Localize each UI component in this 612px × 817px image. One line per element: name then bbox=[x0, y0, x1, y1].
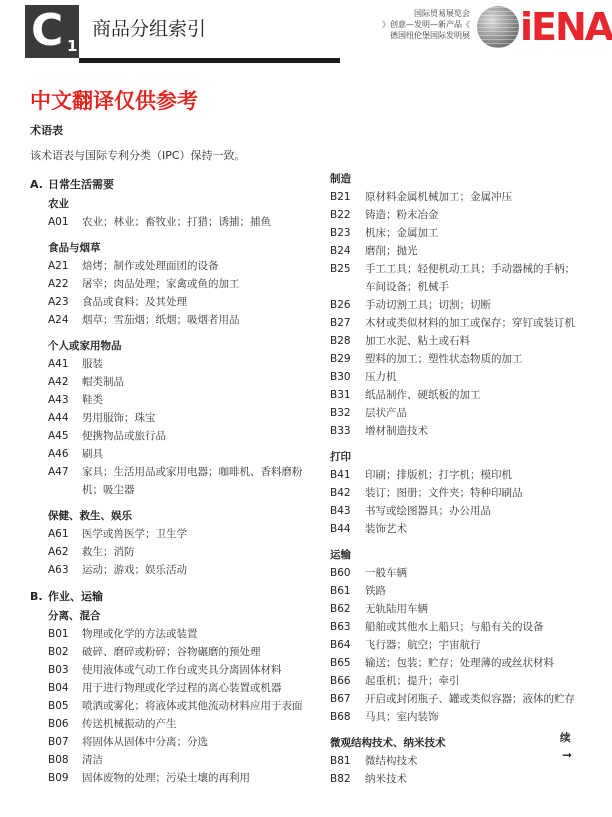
class-row bbox=[330, 332, 580, 350]
class-row bbox=[30, 625, 320, 643]
globe-lines-icon bbox=[477, 6, 519, 48]
class-row bbox=[330, 672, 580, 690]
class-description: 飞行器；航空；宇宙航行 bbox=[365, 639, 481, 651]
class-code: B63 bbox=[330, 621, 351, 633]
class-code: B67 bbox=[330, 693, 351, 705]
class-description: 男用服饰；珠宝 bbox=[82, 412, 156, 424]
class-code: B43 bbox=[330, 505, 351, 517]
class-row bbox=[330, 582, 580, 600]
class-row bbox=[30, 463, 320, 499]
class-row bbox=[30, 543, 320, 561]
section-name: 日常生活需要 bbox=[48, 178, 114, 191]
class-code: B29 bbox=[330, 353, 351, 365]
class-description: 清洁 bbox=[82, 754, 103, 766]
class-code: B64 bbox=[330, 639, 351, 651]
class-description: 固体废物的处理；污染土壤的再利用 bbox=[82, 772, 250, 784]
class-code: A41 bbox=[48, 358, 69, 370]
class-code: B03 bbox=[48, 664, 69, 676]
group-title: 微观结构技术、纳米技术 bbox=[330, 737, 446, 749]
class-description: 层状产品 bbox=[365, 407, 407, 419]
class-description: 物理或化学的方法或装置 bbox=[82, 628, 198, 640]
class-code: B28 bbox=[330, 335, 351, 347]
class-description: 印刷；排版机；打字机；模印机 bbox=[365, 469, 512, 481]
class-row bbox=[30, 311, 320, 329]
class-row bbox=[330, 600, 580, 618]
class-description: 木材或类似材料的加工或保存；穿钉或装订机 bbox=[365, 317, 575, 329]
class-description: 起重机；提升；牵引 bbox=[365, 675, 460, 687]
class-row bbox=[330, 350, 580, 368]
class-code: B09 bbox=[48, 772, 69, 784]
class-row bbox=[330, 770, 580, 788]
class-description: 纳米技术 bbox=[365, 773, 407, 785]
page-header bbox=[0, 0, 612, 70]
class-description: 传送机械振动的产生 bbox=[82, 718, 177, 730]
class-description: 用于进行物理或化学过程的离心装置或机器 bbox=[82, 682, 282, 694]
class-code: B60 bbox=[330, 567, 351, 579]
continued-label: 续 bbox=[560, 732, 571, 744]
class-code: B27 bbox=[330, 317, 351, 329]
class-row bbox=[330, 636, 580, 654]
glossary-label: 术语表 bbox=[30, 124, 63, 137]
class-code: B21 bbox=[330, 191, 351, 203]
class-description: 鞋类 bbox=[82, 394, 103, 406]
class-description: 将固体从固体中分离；分选 bbox=[82, 736, 208, 748]
class-row bbox=[330, 618, 580, 636]
class-code: B65 bbox=[330, 657, 351, 669]
class-description: 手动切割工具；切割；切断 bbox=[365, 299, 491, 311]
class-row bbox=[30, 697, 320, 715]
expo-text: 国际贸易展览会 》创意—发明—新产品《 德国纽伦堡国际发明展 bbox=[382, 9, 470, 40]
class-code: A42 bbox=[48, 376, 69, 388]
class-row bbox=[30, 769, 320, 787]
class-row bbox=[330, 466, 580, 484]
class-row bbox=[30, 643, 320, 661]
class-row bbox=[30, 679, 320, 697]
section-title bbox=[30, 587, 320, 607]
class-row bbox=[330, 386, 580, 404]
badge-subscript: 1 bbox=[67, 37, 78, 55]
class-row bbox=[30, 355, 320, 373]
group-gap bbox=[30, 499, 320, 507]
section-letter: A. bbox=[30, 178, 43, 191]
class-row bbox=[30, 751, 320, 769]
group-title: 运输 bbox=[330, 549, 351, 561]
class-row bbox=[30, 409, 320, 427]
class-code: B44 bbox=[330, 523, 351, 535]
class-code: B06 bbox=[48, 718, 69, 730]
class-row bbox=[330, 752, 580, 770]
class-description: 一般车辆 bbox=[365, 567, 407, 579]
class-code: A62 bbox=[48, 546, 69, 558]
class-code: A47 bbox=[48, 466, 69, 478]
class-description: 便携物品或旅行品 bbox=[82, 430, 166, 442]
class-code: B62 bbox=[330, 603, 351, 615]
class-code: B41 bbox=[330, 469, 351, 481]
group-title: 农业 bbox=[48, 198, 69, 210]
class-row bbox=[330, 654, 580, 672]
index-title: 商品分组索引 bbox=[92, 18, 207, 40]
class-row bbox=[330, 520, 580, 538]
class-description: 刷具 bbox=[82, 448, 103, 460]
section-title bbox=[30, 175, 320, 195]
class-code: A46 bbox=[48, 448, 69, 460]
class-row bbox=[330, 502, 580, 520]
class-code: A01 bbox=[48, 216, 69, 228]
group-gap bbox=[30, 231, 320, 239]
group-gap bbox=[30, 329, 320, 337]
group-title: 制造 bbox=[330, 173, 351, 185]
class-row bbox=[330, 564, 580, 582]
class-code: B31 bbox=[330, 389, 351, 401]
class-row bbox=[30, 561, 320, 579]
class-description: 运动；游戏；娱乐活动 bbox=[82, 564, 187, 576]
badge-letter: C bbox=[31, 5, 64, 56]
class-row bbox=[30, 427, 320, 445]
class-code: B82 bbox=[330, 773, 351, 785]
class-code: B07 bbox=[48, 736, 69, 748]
class-description: 帽类制品 bbox=[82, 376, 124, 388]
section-letter: B. bbox=[30, 590, 43, 603]
class-code: A45 bbox=[48, 430, 69, 442]
class-description: 无轨陆用车辆 bbox=[365, 603, 428, 615]
class-row bbox=[330, 260, 580, 296]
class-description: 书写或绘图器具；办公用品 bbox=[365, 505, 491, 517]
class-code: B30 bbox=[330, 371, 351, 383]
class-code: B05 bbox=[48, 700, 69, 712]
translation-notice: 中文翻译仅供参考 bbox=[30, 89, 198, 113]
class-description: 增材制造技术 bbox=[365, 425, 428, 437]
class-row bbox=[330, 422, 580, 440]
class-description: 装订；图册；文件夹；特种印刷品 bbox=[365, 487, 523, 499]
class-row bbox=[30, 661, 320, 679]
class-description: 船舶或其他水上船只；与船有关的设备 bbox=[365, 621, 544, 633]
class-row bbox=[30, 715, 320, 733]
class-code: B68 bbox=[330, 711, 351, 723]
class-row bbox=[330, 314, 580, 332]
class-code: B08 bbox=[48, 754, 69, 766]
class-code: B81 bbox=[330, 755, 351, 767]
class-description: 开启或封闭瓶子、罐或类似容器；液体的贮存 bbox=[365, 693, 575, 705]
class-code: A44 bbox=[48, 412, 69, 424]
class-code: B25 bbox=[330, 263, 351, 275]
class-description: 磨削；抛光 bbox=[365, 245, 418, 257]
class-code: B33 bbox=[330, 425, 351, 437]
class-row bbox=[330, 206, 580, 224]
iena-logo: iENA bbox=[520, 5, 612, 49]
group-title: 分离、混合 bbox=[48, 610, 101, 622]
class-row bbox=[30, 275, 320, 293]
group-title: 食品与烟草 bbox=[48, 242, 101, 254]
class-description: 纸品制作、硬纸板的加工 bbox=[365, 389, 481, 401]
class-description: 输送；包装；贮存；处理薄的或丝状材料 bbox=[365, 657, 554, 669]
class-row bbox=[330, 188, 580, 206]
header-rule bbox=[79, 58, 340, 63]
class-description: 屠宰；肉品处理；家禽或鱼的加工 bbox=[82, 278, 240, 290]
class-code: B22 bbox=[330, 209, 351, 221]
class-code: B04 bbox=[48, 682, 69, 694]
group-gap bbox=[330, 440, 580, 448]
left-column bbox=[30, 175, 320, 787]
group-title: 个人或家用物品 bbox=[48, 340, 122, 352]
group-gap bbox=[330, 726, 580, 734]
class-description: 马具；室内装饰 bbox=[365, 711, 439, 723]
class-row bbox=[330, 484, 580, 502]
class-row bbox=[30, 293, 320, 311]
continued-arrow-icon: ➞ bbox=[562, 748, 573, 762]
class-description: 微结构技术 bbox=[365, 755, 418, 767]
class-code: B24 bbox=[330, 245, 351, 257]
class-row bbox=[30, 445, 320, 463]
class-description: 铁路 bbox=[365, 585, 386, 597]
section-badge bbox=[25, 5, 79, 58]
class-code: A23 bbox=[48, 296, 69, 308]
class-row bbox=[30, 525, 320, 543]
class-code: A24 bbox=[48, 314, 69, 326]
class-description: 使用液体或气动工作台或夹具分离固体材料 bbox=[82, 664, 282, 676]
class-description: 食品或食料；及其处理 bbox=[82, 296, 187, 308]
class-row bbox=[30, 257, 320, 275]
group-gap bbox=[330, 538, 580, 546]
group-title: 保健、救生、娱乐 bbox=[48, 510, 132, 522]
class-description: 装饰艺术 bbox=[365, 523, 407, 535]
class-description: 医学或兽医学；卫生学 bbox=[82, 528, 187, 540]
class-description: 塑料的加工；塑性状态物质的加工 bbox=[365, 353, 523, 365]
class-code: B02 bbox=[48, 646, 69, 658]
class-code: B32 bbox=[330, 407, 351, 419]
class-row bbox=[330, 708, 580, 726]
class-description: 烟草；雪茄烟；纸烟；吸烟者用品 bbox=[82, 314, 240, 326]
class-row bbox=[330, 404, 580, 422]
class-description: 破碎、磨碎或粉碎；谷物碾磨的预处理 bbox=[82, 646, 261, 658]
class-row bbox=[30, 733, 320, 751]
class-description: 铸造；粉末冶金 bbox=[365, 209, 439, 221]
class-description: 服装 bbox=[82, 358, 103, 370]
class-code: B66 bbox=[330, 675, 351, 687]
class-description: 加工水泥、粘土或石料 bbox=[365, 335, 470, 347]
class-description: 压力机 bbox=[365, 371, 397, 383]
class-row bbox=[30, 373, 320, 391]
class-code: A43 bbox=[48, 394, 69, 406]
class-code: A22 bbox=[48, 278, 69, 290]
class-description: 喷洒或雾化；将液体或其他流动材料应用于表面 bbox=[82, 700, 303, 712]
class-code: B23 bbox=[330, 227, 351, 239]
class-code: A21 bbox=[48, 260, 69, 272]
class-description: 机床；金属加工 bbox=[365, 227, 439, 239]
class-row bbox=[330, 242, 580, 260]
section-name: 作业、运输 bbox=[48, 590, 103, 603]
class-row bbox=[30, 391, 320, 409]
class-row bbox=[330, 368, 580, 386]
group-title: 打印 bbox=[330, 451, 351, 463]
class-code: A61 bbox=[48, 528, 69, 540]
class-description: 救生；消防 bbox=[82, 546, 135, 558]
class-code: B61 bbox=[330, 585, 351, 597]
class-description: 手工工具；轻便机动工具；手动器械的手柄；车间设备；机械手 bbox=[365, 263, 575, 293]
class-description: 农业；林业；畜牧业；打猎；诱捕；捕鱼 bbox=[82, 216, 271, 228]
intro-text: 该术语表与国际专利分类（IPC）保持一致。 bbox=[30, 149, 246, 162]
class-code: B42 bbox=[330, 487, 351, 499]
class-code: B01 bbox=[48, 628, 69, 640]
class-code: B26 bbox=[330, 299, 351, 311]
class-code: A63 bbox=[48, 564, 69, 576]
right-column bbox=[330, 170, 580, 788]
class-description: 原材料金属机械加工；金属冲压 bbox=[365, 191, 512, 203]
class-description: 家具；生活用品或家用电器；咖啡机、香料磨粉机；吸尘器 bbox=[82, 466, 303, 496]
class-row bbox=[330, 690, 580, 708]
class-row bbox=[330, 224, 580, 242]
section-gap bbox=[30, 579, 320, 587]
class-description: 焙烤；制作或处理面团的设备 bbox=[82, 260, 219, 272]
class-row bbox=[30, 213, 320, 231]
class-row bbox=[330, 296, 580, 314]
